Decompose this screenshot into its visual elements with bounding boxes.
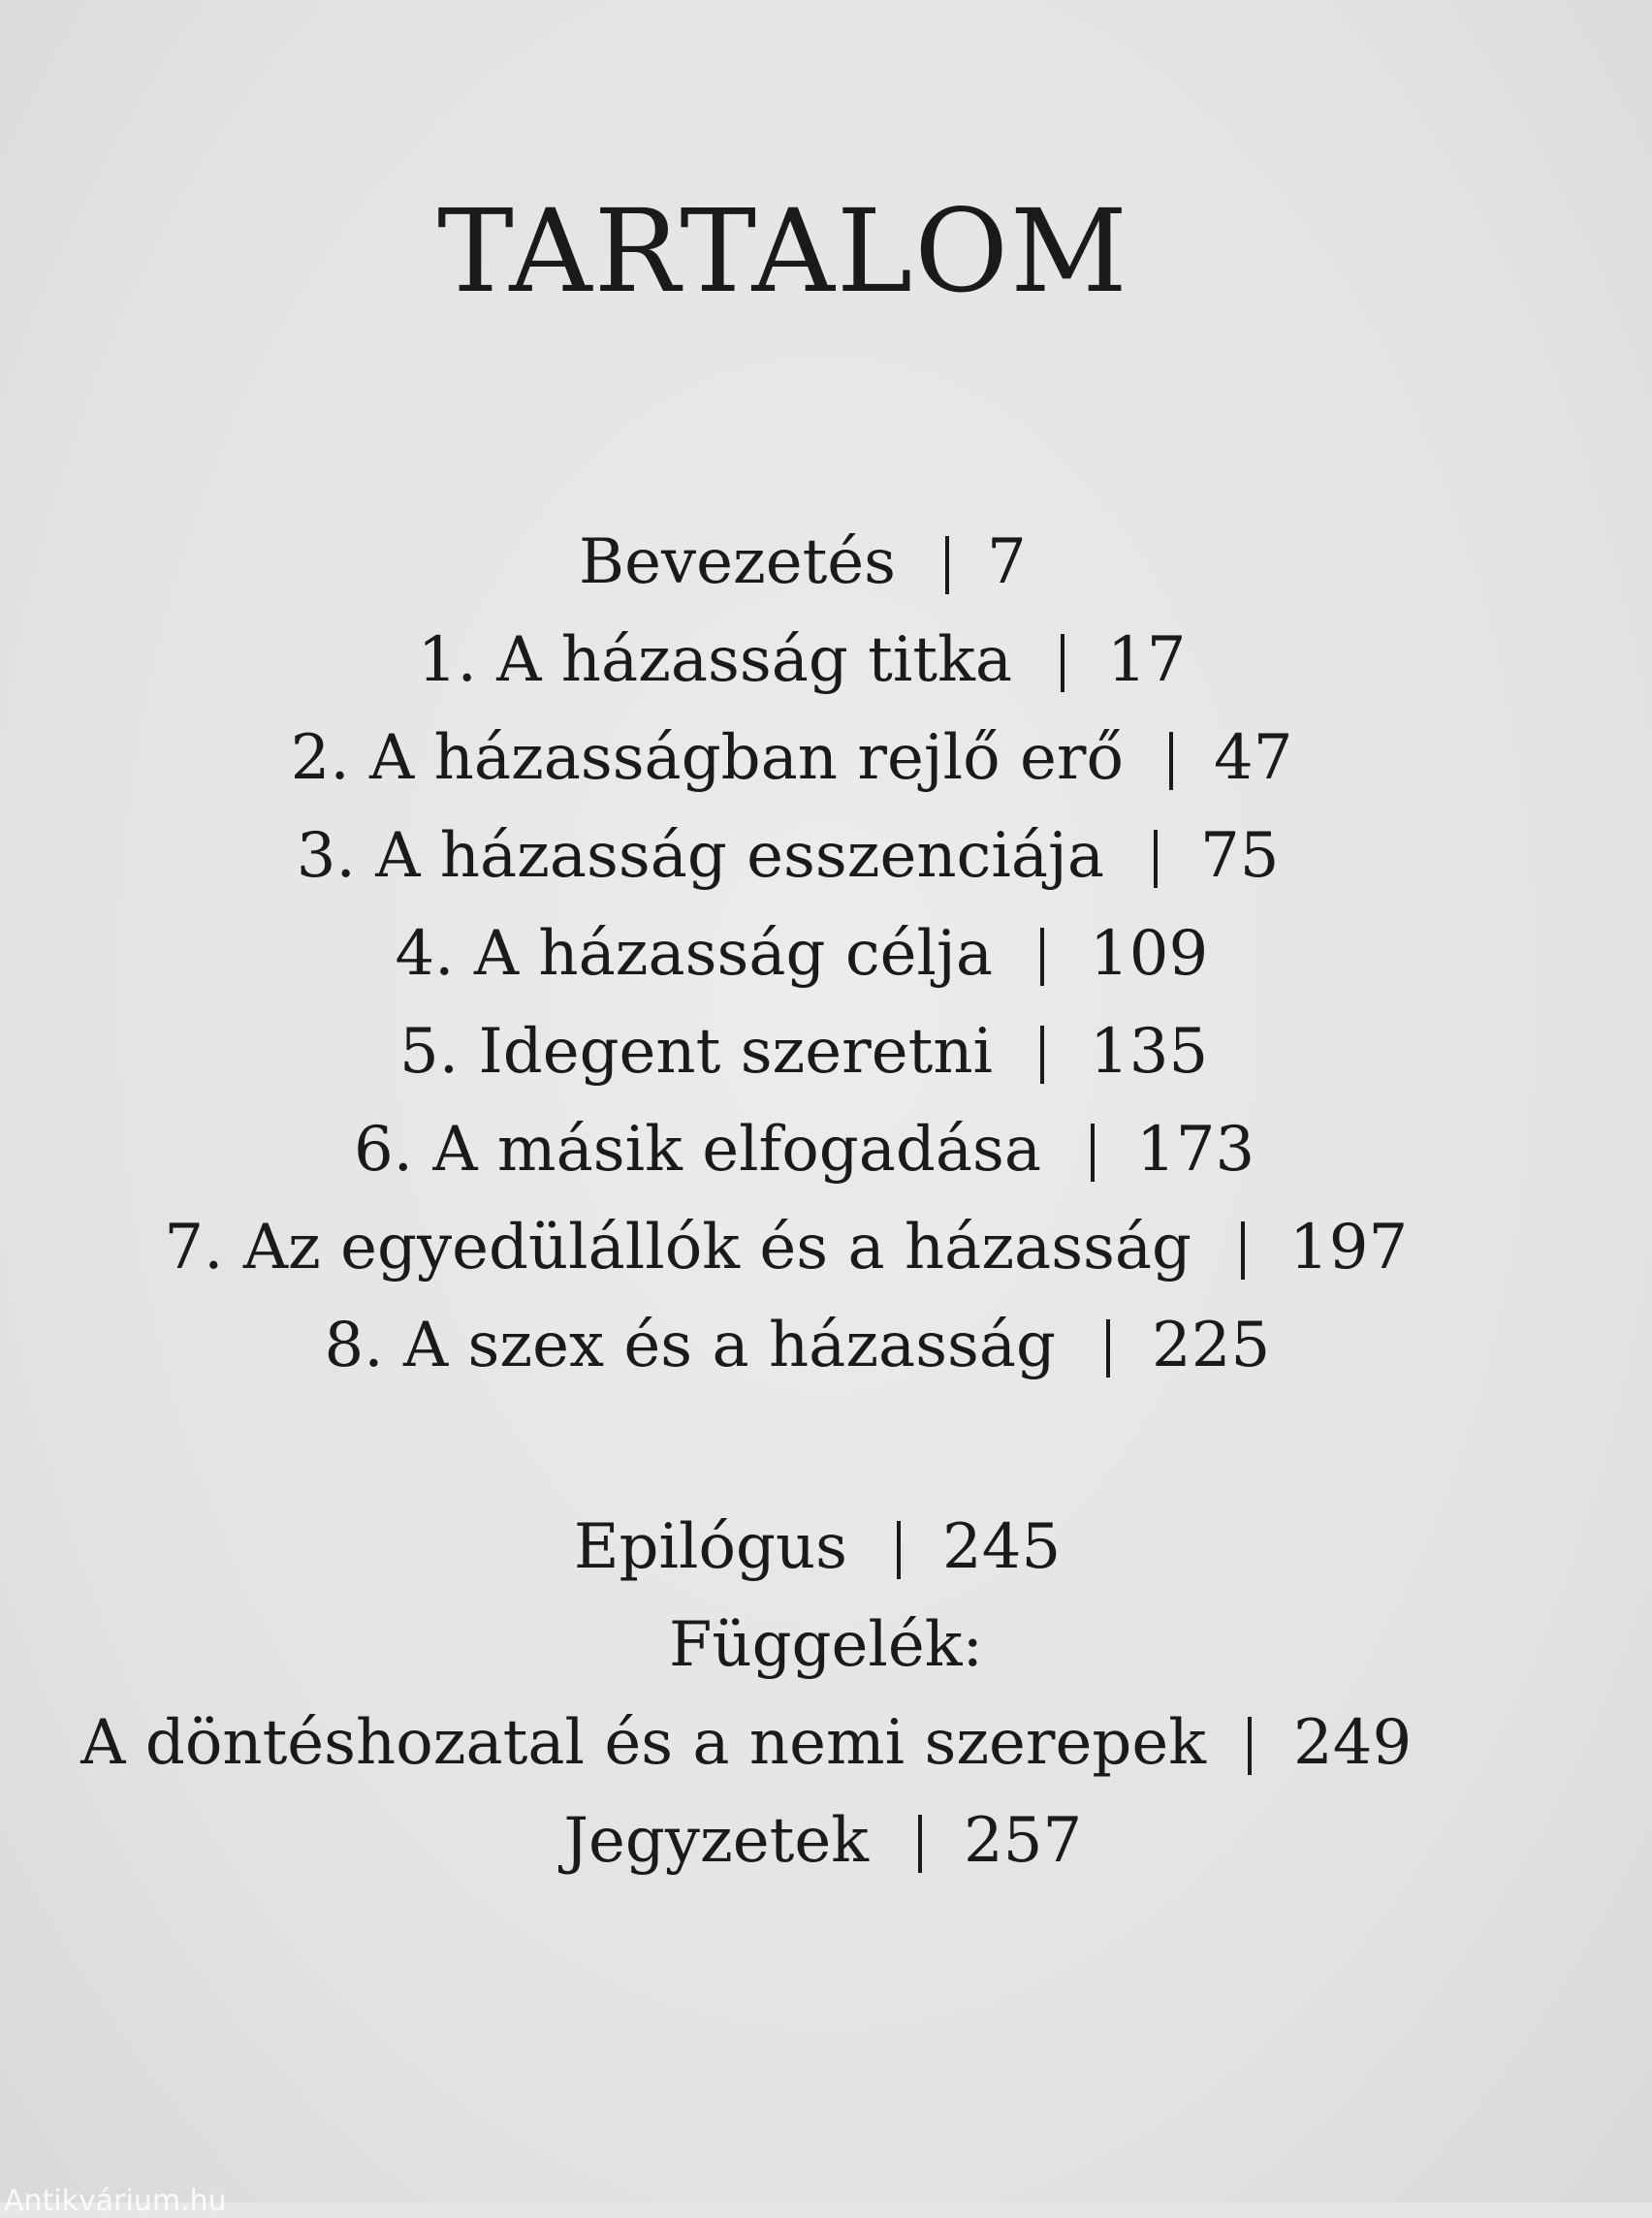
toc-separator <box>945 536 949 594</box>
toc-entry-label: 1. A házasság titka <box>417 624 1012 696</box>
toc-entry <box>0 1008 1652 1095</box>
toc-entry-page: 249 <box>1293 1707 1413 1779</box>
appendix-heading: Függelék: <box>668 1609 984 1681</box>
toc-entry-page: 47 <box>1214 722 1293 794</box>
watermark: Antikvárium.hu <box>4 2184 227 2218</box>
toc-entry <box>0 519 1652 606</box>
toc-separator <box>1169 732 1173 790</box>
toc-entry-label: 8. A szex és a házasság <box>324 1310 1056 1381</box>
toc-entry <box>0 910 1652 998</box>
toc-separator <box>1154 830 1158 888</box>
toc-entry-page: 257 <box>964 1805 1083 1877</box>
toc-entry-label: 5. Idegent szeretni <box>399 1016 993 1088</box>
toc-entry-label: Epilógus <box>573 1511 847 1583</box>
toc-entry-label: 7. Az egyedülállók és a házasság <box>164 1212 1191 1283</box>
toc-entry-page: 75 <box>1200 820 1280 892</box>
toc-separator <box>1061 634 1064 692</box>
toc-separator <box>1040 1026 1044 1084</box>
toc-entry-page: 7 <box>987 526 1027 598</box>
toc-entry-page: 173 <box>1136 1114 1255 1186</box>
toc-entry-label: A döntéshozatal és a nemi szerepek <box>80 1707 1206 1779</box>
toc-entry-page: 245 <box>942 1511 1062 1583</box>
toc-entry-label: Bevezetés <box>579 526 896 598</box>
toc-entry-page: 197 <box>1289 1212 1409 1283</box>
toc-entry-label: 4. A házasság célja <box>395 918 993 990</box>
toc-separator <box>1241 1221 1245 1280</box>
page-title: TARTALOM <box>437 184 1129 318</box>
toc-entry-label: 3. A házasság esszenciája <box>296 820 1104 892</box>
toc-entry-label: 6. A másik elfogadása <box>353 1114 1041 1186</box>
toc-entry <box>0 1106 1652 1193</box>
toc-entry-epilogue <box>0 1504 1652 1591</box>
toc-entry <box>0 714 1652 802</box>
toc-entry <box>0 812 1652 900</box>
toc-entry-label: 2. A házasságban rejlő erő <box>290 722 1124 794</box>
toc-separator <box>1106 1319 1110 1378</box>
toc-separator <box>918 1815 922 1873</box>
toc-entry-notes <box>0 1797 1652 1885</box>
toc-separator <box>1040 928 1044 986</box>
toc-entry-page: 225 <box>1152 1310 1271 1381</box>
toc-entry <box>0 1204 1652 1291</box>
toc-entry-label: Jegyzetek <box>563 1805 869 1877</box>
toc-separator <box>1248 1717 1252 1775</box>
toc-entry-appendix <box>0 1699 1652 1787</box>
toc-entry-page: 109 <box>1090 918 1209 990</box>
toc-entry <box>0 617 1652 704</box>
toc-separator <box>1091 1124 1095 1182</box>
toc-entry-page: 17 <box>1107 624 1187 696</box>
toc-entry <box>0 1302 1652 1389</box>
toc-entry-page: 135 <box>1090 1016 1209 1088</box>
toc-separator <box>897 1521 901 1579</box>
